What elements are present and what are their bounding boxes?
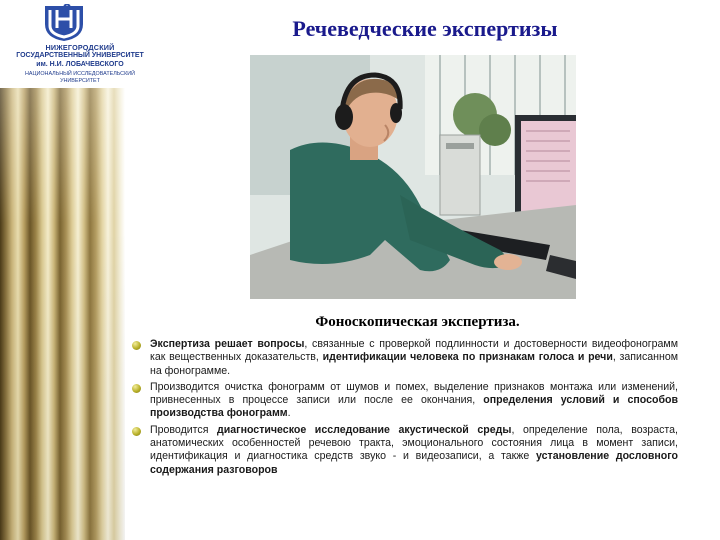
photo-man-with-headphones-icon	[250, 55, 576, 299]
list-item	[132, 424, 678, 477]
bullet-icon	[132, 341, 141, 350]
bullet-2-text-1: Производится очистка фонограмм от шумов и помех, выделение признаков монтажа или изменений, привнесенных в процессе записи или после ее окончания,	[150, 380, 678, 407]
bullet-1-text-1: , связанные с проверкой подлинности и достоверности видеофонограмм как вещественных доказательств,	[150, 338, 678, 364]
logo-line-3: им. Н.И. ЛОБАЧЕВСКОГО	[36, 61, 124, 68]
bullet-icon	[132, 384, 141, 393]
list-item	[132, 338, 678, 378]
logo-line-4: НАЦИОНАЛЬНЫЙ ИССЛЕДОВАТЕЛЬСКИЙ	[25, 71, 135, 77]
bullet-3-bold-2: установление дословного содержания разговоров	[150, 450, 678, 476]
logo-line-2: ГОСУДАРСТВЕННЫЙ УНИВЕРСИТЕТ	[16, 52, 144, 59]
bullet-2-bold-1: определения условий и способов производства фонограмм	[150, 394, 678, 420]
bullet-1-bold-1: Экспертиза решает вопросы	[150, 338, 305, 350]
logo-line-1: НИЖЕГОРОДСКИЙ	[45, 43, 115, 52]
list-item	[132, 381, 678, 421]
section-subtitle: Фоноскопическая экспертиза.	[315, 314, 520, 330]
bullet-3-bold-1: диагностическое исследование акустической среды	[217, 423, 512, 436]
decorative-stripes	[0, 88, 125, 540]
bullet-1-bold-2: идентификации человека по признакам голоса и речи	[322, 351, 613, 364]
university-logo	[0, 0, 160, 88]
bullet-1-text-2: , записанном на фонограмме.	[150, 351, 679, 377]
bullet-list	[132, 338, 678, 480]
expert-photo	[250, 55, 576, 299]
logo-line-5: УНИВЕРСИТЕТ	[60, 78, 100, 84]
bullet-3-text-1: Проводится	[150, 423, 218, 436]
bullet-2-text-2: .	[287, 407, 291, 420]
page-title: Речеведческие экспертизы	[292, 16, 558, 41]
bullet-3-text-2: , определение пола, возраста, анатомических особенностей речевою тракта, эмоционального состояния лица в момент записи, идентификация и диагностика средств звуко - и видеозаписи, а также	[150, 423, 679, 463]
bullet-icon	[132, 427, 141, 436]
university-emblem-icon	[42, 4, 86, 42]
